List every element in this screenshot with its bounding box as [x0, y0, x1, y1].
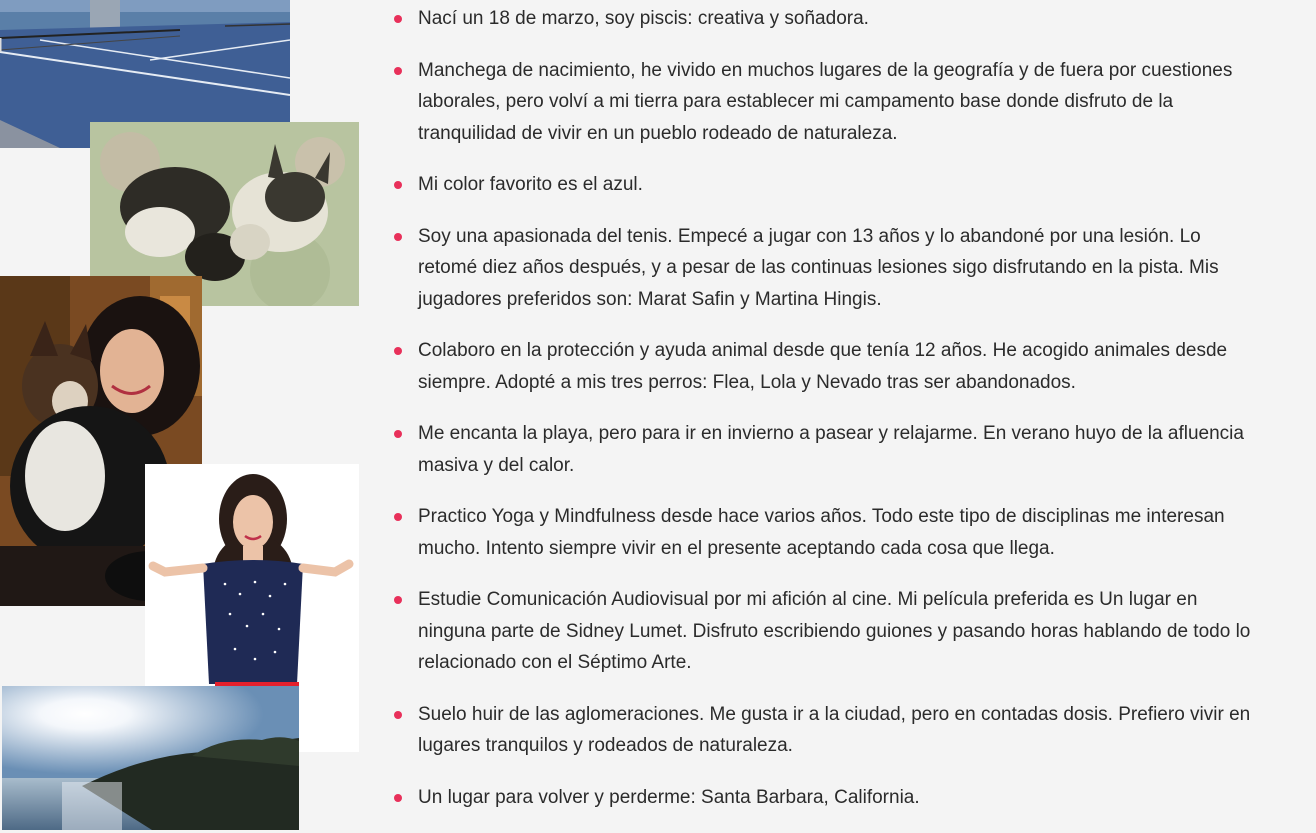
list-item — [392, 169, 1252, 201]
bullet-icon — [394, 711, 402, 719]
bullet-icon — [394, 347, 402, 355]
list-item — [392, 501, 1252, 564]
bullet-icon — [394, 233, 402, 241]
bullet-icon — [394, 794, 402, 802]
list-item — [392, 699, 1252, 762]
list-item — [392, 782, 1252, 814]
sunset-beach-photo — [2, 686, 299, 830]
bullet-icon — [394, 15, 402, 23]
fact-text: Suelo huir de las aglomeraciones. Me gusta ir a la ciudad, pero en contadas dosis. Prefiero vivir en lugares tranquilos y rodeados de naturaleza. — [418, 703, 1251, 756]
fact-text: Estudie Comunicación Audiovisual por mi afición al cine. Mi película preferida es Un lugar en ninguna parte de Sidney Lumet. Disfruto escribiendo guiones y pasando horas hablando de todo lo relacionado con el Séptimo Arte. — [418, 589, 1251, 673]
about-me-facts-list — [392, 3, 1252, 833]
list-item — [392, 221, 1252, 316]
bullet-icon — [394, 596, 402, 604]
list-item — [392, 584, 1252, 679]
fact-text: Colaboro en la protección y ayuda animal desde que tenía 12 años. He acogido animales desde siempre. Adopté a mis tres perros: Flea, Lola y Nevado tras ser abandonados. — [418, 340, 1228, 393]
fact-text: Manchega de nacimiento, he vivido en muchos lugares de la geografía y de fuera por cuestiones laborales, pero volví a mi tierra para establecer mi campamento base donde disfruto de la tranquilidad de vivir en un pueblo rodeado de naturaleza. — [418, 59, 1233, 144]
bullet-icon — [394, 67, 402, 75]
list-item — [392, 55, 1252, 150]
fact-text: Nací un 18 de marzo, soy piscis: creativa y soñadora. — [418, 8, 869, 29]
bullet-icon — [394, 513, 402, 521]
list-item — [392, 3, 1252, 35]
bullet-icon — [394, 430, 402, 438]
fact-text: Me encanta la playa, pero para ir en invierno a pasear y relajarme. En verano huyo de la afluencia masiva y del calor. — [418, 423, 1244, 476]
fact-text: Mi color favorito es el azul. — [418, 174, 643, 195]
list-item — [392, 418, 1252, 481]
fact-text: Un lugar para volver y perderme: Santa Barbara, California. — [418, 786, 920, 808]
fact-text: Practico Yoga y Mindfulness desde hace varios años. Todo este tipo de disciplinas me interesan mucho. Intento siempre vivir en el presente aceptando cada cosa que llega. — [418, 506, 1225, 559]
list-item — [392, 335, 1252, 398]
bullet-icon — [394, 181, 402, 189]
fact-text: Soy una apasionada del tenis. Empecé a jugar con 13 años y lo abandoné por una lesión. Lo retomé diez años después, y a pesar de las continuas lesiones sigo disfrutando en la pista. Mis jugadores preferidos son: Marat Safin y Martina Hingis. — [418, 225, 1219, 310]
